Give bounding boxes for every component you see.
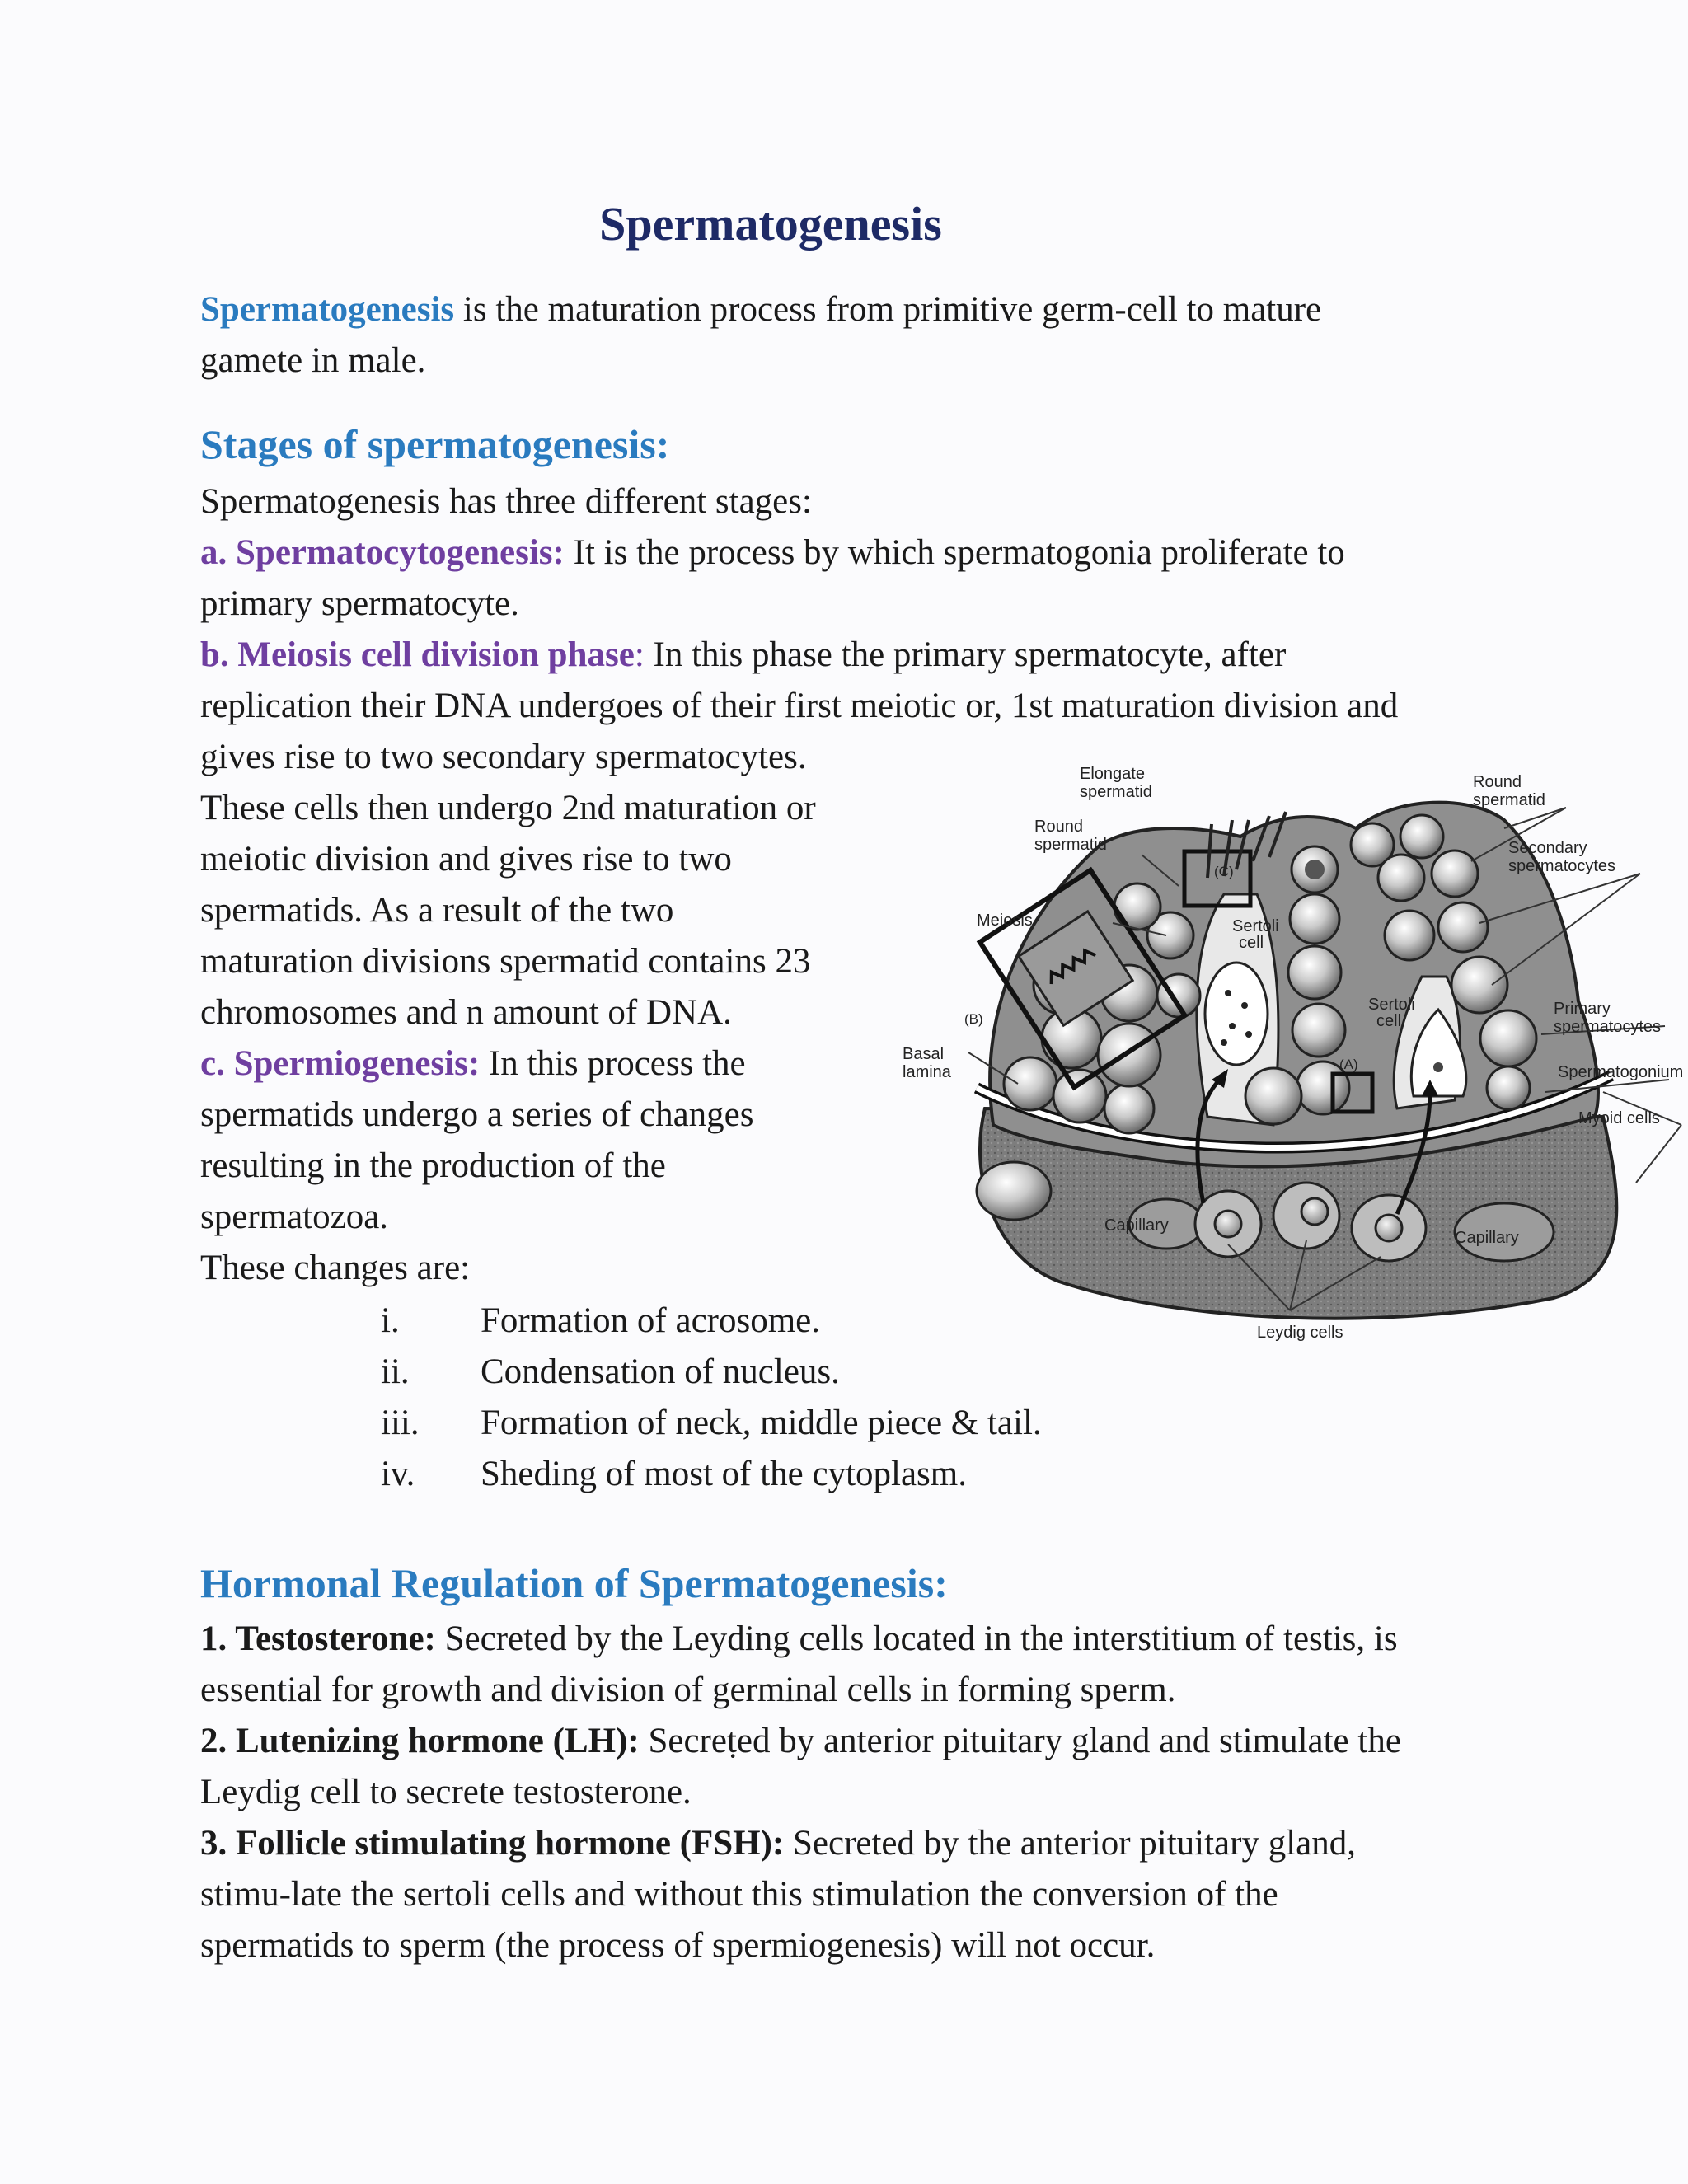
changes-lead: These changes are: <box>200 1249 471 1287</box>
stage-a-line1: It is the process by which spermatogonia proliferate to <box>564 533 1345 572</box>
label-sertoli-right: Sertoli <box>1368 996 1415 1014</box>
hormonal-body <box>200 1614 1401 1971</box>
stage-b-line5: meiotic division and gives rise to two <box>200 840 732 879</box>
fsh-line2: stimu-late the sertoli cells and without this stimulation the conversion of the <box>200 1875 1278 1914</box>
label-capillary-left: Capillary <box>1104 1216 1169 1235</box>
marker-a: (A) <box>1339 1057 1358 1072</box>
marker-b: (B) <box>964 1011 983 1027</box>
label-round-spermatid-left-2: spermatid <box>1034 836 1107 854</box>
label-secondary-spermatocytes-2: spermatocytes <box>1508 857 1616 875</box>
lh-label: 2. Lutenizing hormone (LH): <box>200 1722 640 1760</box>
label-elongate-spermatid-2: spermatid <box>1080 783 1152 801</box>
label-sertoli-right-2: cell <box>1376 1012 1402 1030</box>
list-item-text: Sheding of most of the cytoplasm. <box>481 1455 967 1493</box>
list-item-text: Condensation of nucleus. <box>481 1352 840 1391</box>
intro-paragraph <box>200 284 1321 387</box>
label-capillary-right: Capillary <box>1455 1229 1519 1247</box>
stage-a-line2: primary spermatocyte. <box>200 584 519 623</box>
list-item-number: ii. <box>381 1352 410 1391</box>
stages-heading: Stages of spermatogenesis: <box>200 421 670 467</box>
fsh-label: 3. Follicle stimulating hormone (FSH): <box>200 1824 785 1863</box>
label-primary-spermatocytes: Primary <box>1554 1000 1611 1018</box>
label-round-spermatid-left: Round <box>1034 818 1083 836</box>
lh-line1: Secreṭed by anterior pituitary gland and stimulate the <box>639 1722 1401 1760</box>
stage-c-line2: spermatids undergo a series of changes <box>200 1095 754 1134</box>
stage-c-label: c. Spermiogenesis: <box>200 1044 481 1083</box>
stage-b-line4: These cells then undergo 2nd maturation or <box>200 789 816 827</box>
marker-c: (C) <box>1214 864 1234 879</box>
fsh-line3: spermatids to sperm (the process of spermiogenesis) will not occur. <box>200 1926 1156 1965</box>
intro-line1: is the maturation process from primitive germ-cell to mature <box>454 290 1322 329</box>
label-round-spermatid-right: Round <box>1473 773 1522 791</box>
label-sertoli-center-2: cell <box>1239 934 1264 952</box>
label-sertoli-center: Sertoli <box>1232 917 1279 935</box>
stage-b-label: b. Meiosis cell division phase <box>200 635 635 674</box>
hormonal-heading: Hormonal Regulation of Spermatogenesis: <box>200 1560 948 1606</box>
label-spermatogonium: Spermatogonium <box>1558 1063 1684 1081</box>
fsh-line1: Secreted by the anterior pituitary gland, <box>784 1824 1356 1863</box>
seminiferous-tubule-figure <box>894 762 1688 1356</box>
stage-b-line6: spermatids. As a result of the two <box>200 891 674 930</box>
intro-line2: gamete in male. <box>200 341 426 380</box>
stage-b-line2: replication their DNA undergoes of their first meiotic or, 1st maturation division and <box>200 687 1399 725</box>
label-meiosis: Meiosis <box>977 912 1033 930</box>
intro-term: Spermatogenesis <box>200 290 455 329</box>
stage-c-line1: In this process the <box>480 1044 746 1083</box>
stage-c-line3: resulting in the production of the <box>200 1146 666 1185</box>
page-title: Spermatogenesis <box>599 197 942 251</box>
testosterone-line1: Secreted by the Leyding cells located in the interstitium of testis, is <box>435 1619 1398 1658</box>
label-round-spermatid-right-2: spermatid <box>1473 791 1545 809</box>
stage-b-colon: : <box>634 635 645 674</box>
list-item-text: Formation of neck, middle piece & tail. <box>481 1404 1042 1442</box>
stage-b-line7: maturation divisions spermatid contains 23 <box>200 942 811 981</box>
label-basal-lamina: Basal <box>903 1045 945 1063</box>
label-leydig-cells: Leydig cells <box>1257 1324 1343 1342</box>
list-item-number: iii. <box>381 1404 420 1442</box>
list-item-text: Formation of acrosome. <box>481 1301 820 1340</box>
stage-b-line1: In this phase the primary spermatocyte, after <box>644 635 1287 674</box>
testosterone-line2: essential for growth and division of germinal cells in forming sperm. <box>200 1671 1176 1709</box>
stages-lead: Spermatogenesis has three different stages: <box>200 482 812 521</box>
stage-b-line8: chromosomes and n amount of DNA. <box>200 993 732 1032</box>
label-basal-lamina-2: lamina <box>903 1063 951 1081</box>
list-item-number: i. <box>381 1301 400 1340</box>
lh-line2: Leydig cell to secrete testosterone. <box>200 1773 692 1811</box>
stage-b-line3: gives rise to two secondary spermatocytes. <box>200 738 807 776</box>
label-elongate-spermatid: Elongate <box>1080 765 1145 783</box>
stage-a-label: a. Spermatocytogenesis: <box>200 533 565 572</box>
label-myoid-cells: Myoid cells <box>1578 1109 1660 1127</box>
label-primary-spermatocytes-2: spermatocytes <box>1554 1018 1662 1036</box>
testosterone-label: 1. Testosterone: <box>200 1619 436 1658</box>
label-secondary-spermatocytes: Secondary <box>1508 839 1587 857</box>
list-item-number: iv. <box>381 1455 415 1493</box>
stage-c-line4: spermatozoa. <box>200 1197 389 1236</box>
